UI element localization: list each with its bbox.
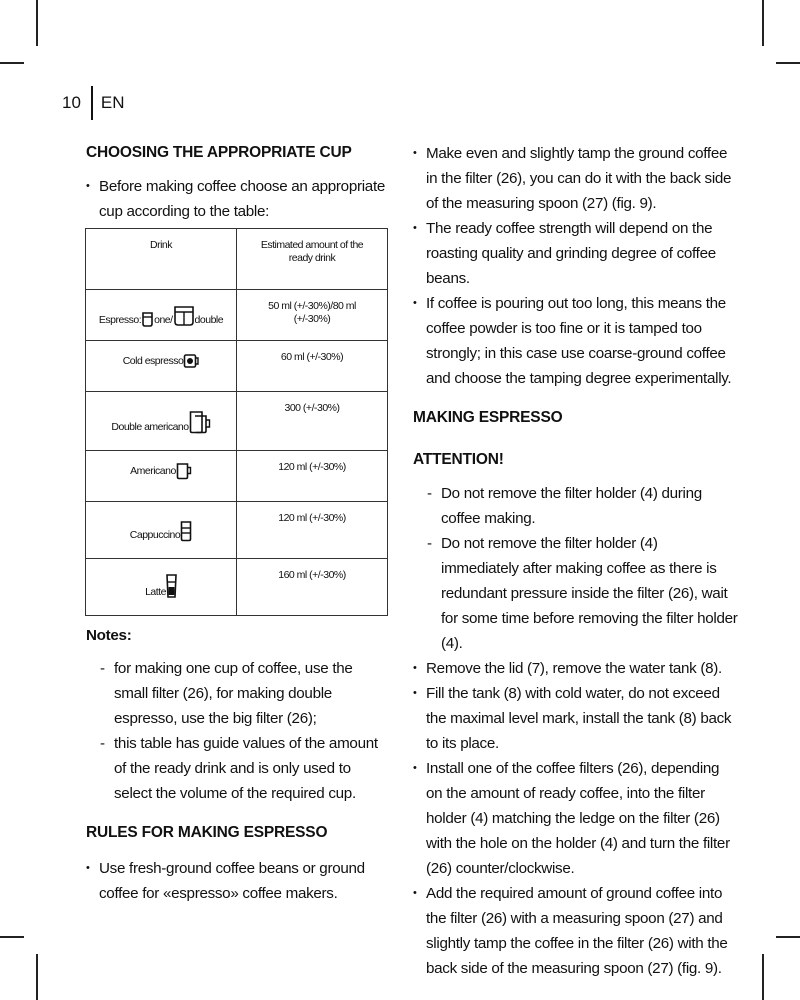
double-espresso-cup-icon <box>173 305 195 327</box>
crop-mark <box>762 954 764 1000</box>
drink-amount: 120 ml (+/-30%) <box>237 502 388 559</box>
section-title-rules: RULES FOR MAKING ESPRESSO <box>86 824 328 841</box>
table-row <box>86 341 388 392</box>
drink-name-part: double <box>194 314 224 326</box>
page-header <box>62 86 125 120</box>
list-item: • Make even and slightly tamp the ground coffee in the filter (26), you can do it with the back side of the measuring spoon (27) (fig. 9). <box>413 141 739 216</box>
language-code: EN <box>100 93 125 112</box>
list-item: • Add the required amount of ground coffee into the filter (26) with a measuring spoon (27) and slightly tamp the coffee in the filter (26) with the back side of the measuring spoon (27) (fig. 9). <box>413 881 739 981</box>
drink-amount: 300 (+/-30%) <box>237 392 388 451</box>
list-item: • Install one of the coffee filters (26), depending on the amount of ready coffee, into the filter holder (4) matching the ledge on the filter (26) with the hole on the holder (4) and turn the filter (26) counter/clockwise. <box>413 756 739 881</box>
list-item: • Before making coffee choose an appropriate cup according to the table: <box>86 174 388 224</box>
list-item: • Remove the lid (7), remove the water tank (8). <box>413 656 739 681</box>
table-row <box>86 392 388 451</box>
crop-mark <box>0 62 24 64</box>
crop-mark <box>776 936 800 938</box>
rules-list <box>86 856 388 906</box>
cup-table <box>85 228 388 616</box>
attention-list <box>413 481 739 656</box>
list-item: • Fill the tank (8) with cold water, do not exceed the maximal level mark, install the tank (8) back to its place. <box>413 681 739 756</box>
table-row <box>86 559 388 616</box>
section-title-choosing-cup: CHOOSING THE APPROPRIATE CUP <box>86 144 352 161</box>
notes-title: Notes: <box>86 627 132 644</box>
drink-name-part: one/ <box>154 314 173 326</box>
drink-amount: 120 ml (+/-30%) <box>237 451 388 502</box>
table-header-row <box>86 229 388 290</box>
steps-list <box>413 656 739 981</box>
drink-name: Cappuccino <box>129 529 181 541</box>
header-amount: Estimated amount of the ready drink <box>237 229 388 290</box>
drink-amount: 50 ml (+/-30%)/80 ml (+/-30%) <box>237 290 388 341</box>
drink-name: Latte <box>145 586 166 598</box>
list-item: - for making one cup of coffee, use the small filter (26), for making double espresso, use the big filter (26); <box>86 656 388 731</box>
drink-name: Americano <box>130 464 176 477</box>
americano-cup-icon <box>176 462 192 480</box>
right-column <box>413 138 739 981</box>
latte-glass-icon <box>166 573 177 599</box>
drink-name: Espresso: <box>98 314 142 326</box>
crop-mark <box>762 0 764 46</box>
drink-name: Double americano <box>111 421 189 433</box>
drink-amount: 160 ml (+/-30%) <box>237 559 388 616</box>
table-row <box>86 451 388 502</box>
double-americano-cup-icon <box>189 410 211 434</box>
list-item: - this table has guide values of the amount of the ready drink and is only used to select the volume of the required cup. <box>86 731 388 806</box>
list-item: • If coffee is pouring out too long, this means the coffee powder is too fine or it is tamped too strongly; in this case use coarse-ground coffee and choose the tamping degree experimentally. <box>413 291 739 391</box>
section-title-making-espresso: MAKING ESPRESSO <box>413 409 563 426</box>
tamping-list <box>413 141 739 391</box>
drink-amount: 60 ml (+/-30%) <box>237 341 388 392</box>
list-item: • The ready coffee strength will depend on the roasting quality and grinding degree of coffee beans. <box>413 216 739 291</box>
intro-list <box>86 174 388 224</box>
header-drink: Drink <box>86 229 237 290</box>
cappuccino-cup-icon <box>180 520 192 542</box>
cold-espresso-cup-icon <box>183 353 199 369</box>
attention-title: ATTENTION! <box>413 451 504 468</box>
drink-name: Cold espresso <box>122 354 184 367</box>
list-item: • Use fresh-ground coffee beans or ground coffee for «espresso» coffee makers. <box>86 856 388 906</box>
crop-mark <box>0 936 24 938</box>
list-item: - Do not remove the filter holder (4) during coffee making. <box>413 481 739 531</box>
list-item: - Do not remove the filter holder (4) immediately after making coffee as there is redundant pressure inside the filter (26), wait for some time before removing the filter holder (4). <box>413 531 739 656</box>
crop-mark <box>776 62 800 64</box>
crop-mark <box>36 954 38 1000</box>
notes-list <box>86 656 388 806</box>
espresso-cup-icon <box>141 311 154 327</box>
page-number: 10 <box>62 93 81 112</box>
table-row <box>86 502 388 559</box>
left-column <box>86 138 388 906</box>
table-row <box>86 290 388 341</box>
crop-mark <box>36 0 38 46</box>
